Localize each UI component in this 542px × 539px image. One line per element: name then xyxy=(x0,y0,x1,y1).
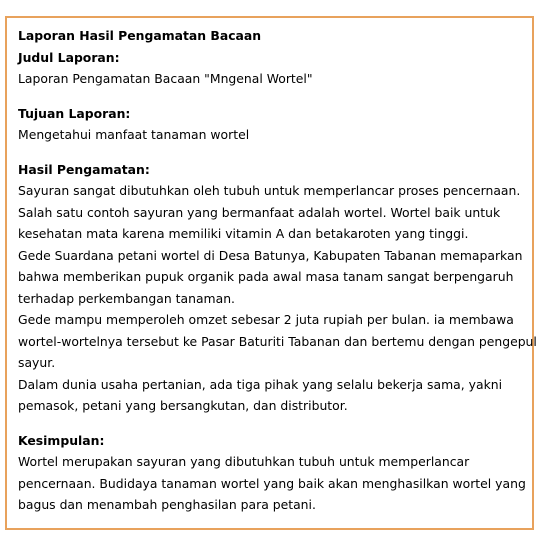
hasil-line: Gede mampu memperoleh omzet sebesar 2 juta rupiah per bulan. ia membawa xyxy=(18,312,514,327)
tujuan-label: Tujuan Laporan: xyxy=(18,105,131,121)
kesimpulan-line: bagus dan menambah penghasilan para petani. xyxy=(18,497,316,512)
judul-label: Judul Laporan: xyxy=(18,49,120,65)
hasil-line: Salah satu contoh sayuran yang bermanfaat adalah wortel. Wortel baik untuk xyxy=(18,204,501,220)
hasil-line: Gede Suardana petani wortel di Desa Batunya, Kabupaten Tabanan memaparkan xyxy=(18,247,523,263)
judul-value: Laporan Pengamatan Bacaan "Mngenal Wortel" xyxy=(18,71,313,86)
report-title: Laporan Hasil Pengamatan Bacaan xyxy=(18,28,262,43)
section-spacer xyxy=(18,90,522,103)
section-spacer xyxy=(18,146,522,159)
hasil-line: pemasok, petani yang bersangkutan, dan distributor. xyxy=(18,398,348,413)
hasil-line: Dalam dunia usaha pertanian, ada tiga pihak yang selalu bekerja sama, yakni xyxy=(18,376,503,392)
kesimpulan-line: pencernaan. Budidaya tanaman wortel yang baik akan menghasilkan wortel yang xyxy=(18,475,526,491)
hasil-line: kesehatan mata karena memiliki vitamin A dan betakaroten yang tinggi. xyxy=(18,226,469,241)
kesimpulan-line: Wortel merupakan sayuran yang dibutuhkan tubuh untuk memperlancar xyxy=(18,454,470,469)
hasil-line: Sayuran sangat dibutuhkan oleh tubuh untuk memperlancar proses pencernaan. xyxy=(18,183,521,198)
hasil-line: wortel-wortelnya tersebut ke Pasar Baturiti Tabanan dan bertemu dengan pengepul xyxy=(18,333,537,349)
section-spacer xyxy=(18,417,522,430)
hasil-line: terhadap perkembangan tanaman. xyxy=(18,290,235,306)
report-frame xyxy=(5,16,537,530)
hasil-line: bahwa memberikan pupuk organik pada awal masa tanam sangat berpengaruh xyxy=(18,269,514,284)
hasil-line: sayur. xyxy=(18,355,56,370)
kesimpulan-label: Kesimpulan: xyxy=(18,432,105,448)
hasil-label: Hasil Pengamatan: xyxy=(18,161,150,177)
tujuan-value: Mengetahui manfaat tanaman wortel xyxy=(18,127,250,142)
